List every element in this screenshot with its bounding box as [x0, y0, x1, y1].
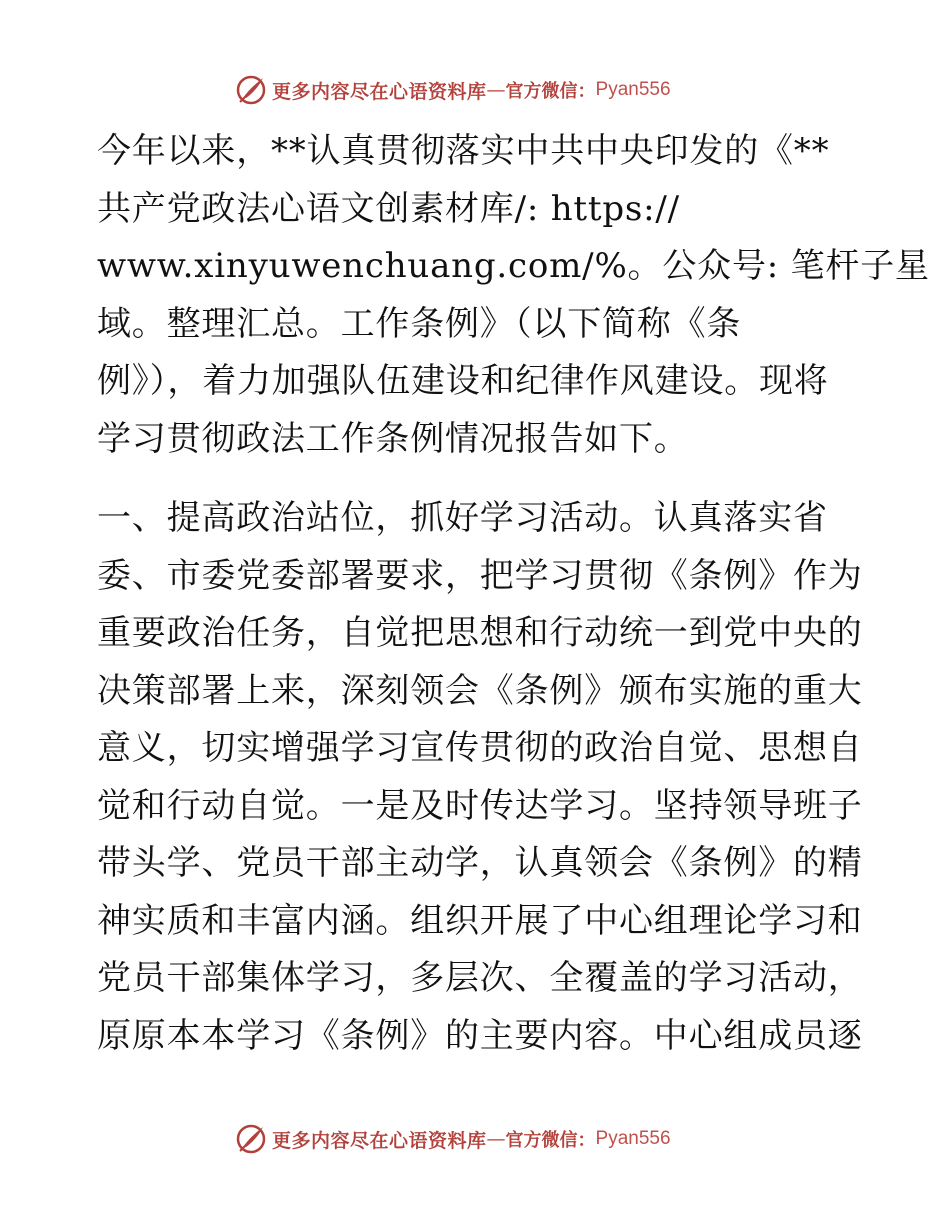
banner-dash: — — [486, 79, 506, 101]
text-line: 神实质和丰富内涵。组织开展了中心组理论学习和 — [97, 900, 863, 941]
text-line: 党员干部集体学习，多层次、全覆盖的学习活动， — [97, 958, 863, 998]
text-line: 委、市委党委部署要求，把学习贯彻《条例》作为 — [97, 555, 863, 596]
text-line: 例》），着力加强队伍建设和纪律作风建设。现将 — [97, 361, 829, 401]
footer-banner — [234, 1121, 671, 1157]
paragraph-intro — [97, 123, 930, 468]
text-line: www.xinyuwenchuang.com/%。公众号: 笔杆子星 — [97, 246, 930, 286]
banner-wechat-label: 官方微信： — [505, 81, 596, 102]
header-banner — [234, 72, 671, 108]
text-line: 决策部署上来，深刻领会《条例》颁布实施的重大 — [97, 670, 863, 711]
banner-wechat-id: Pyan556 — [595, 79, 671, 100]
text-line: 一、提高政治站位，抓好学习活动。认真落实省 — [97, 498, 828, 538]
banner-brand-text: 更多内容尽在心语资料库 — [272, 1129, 487, 1152]
text-line: 带头学、党员干部主动学，认真领会《条例》的精 — [97, 843, 863, 883]
text-line: 意义，切实增强学习宣传贯彻的政治自觉、思想自 — [97, 728, 863, 768]
text-line: 共产党政法心语文创素材库/: https:// — [97, 188, 680, 229]
paragraph-section-one — [97, 490, 863, 1065]
banner-wechat-label: 官方微信： — [505, 1130, 596, 1151]
text-line: 今年以来，**认真贯彻落实中共中央印发的《** — [97, 131, 830, 171]
banner-wechat-id: Pyan556 — [595, 1128, 671, 1149]
text-line: 重要政治任务，自觉把思想和行动统一到党中央的 — [97, 613, 863, 653]
text-line: 学习贯彻政法工作条例情况报告如下。 — [97, 418, 689, 459]
quill-logo-icon — [234, 73, 268, 107]
text-line: 觉和行动自觉。一是及时传达学习。坚持领导班子 — [97, 785, 863, 826]
document-body — [97, 123, 930, 1065]
banner-brand-text: 更多内容尽在心语资料库 — [272, 80, 487, 103]
quill-logo-icon — [234, 1122, 268, 1156]
text-line: 原原本本学习《条例》的主要内容。中心组成员逐 — [97, 1015, 863, 1056]
text-line: 域。整理汇总。工作条例》（以下简称《条 — [97, 303, 742, 344]
banner-dash: — — [486, 1128, 506, 1150]
